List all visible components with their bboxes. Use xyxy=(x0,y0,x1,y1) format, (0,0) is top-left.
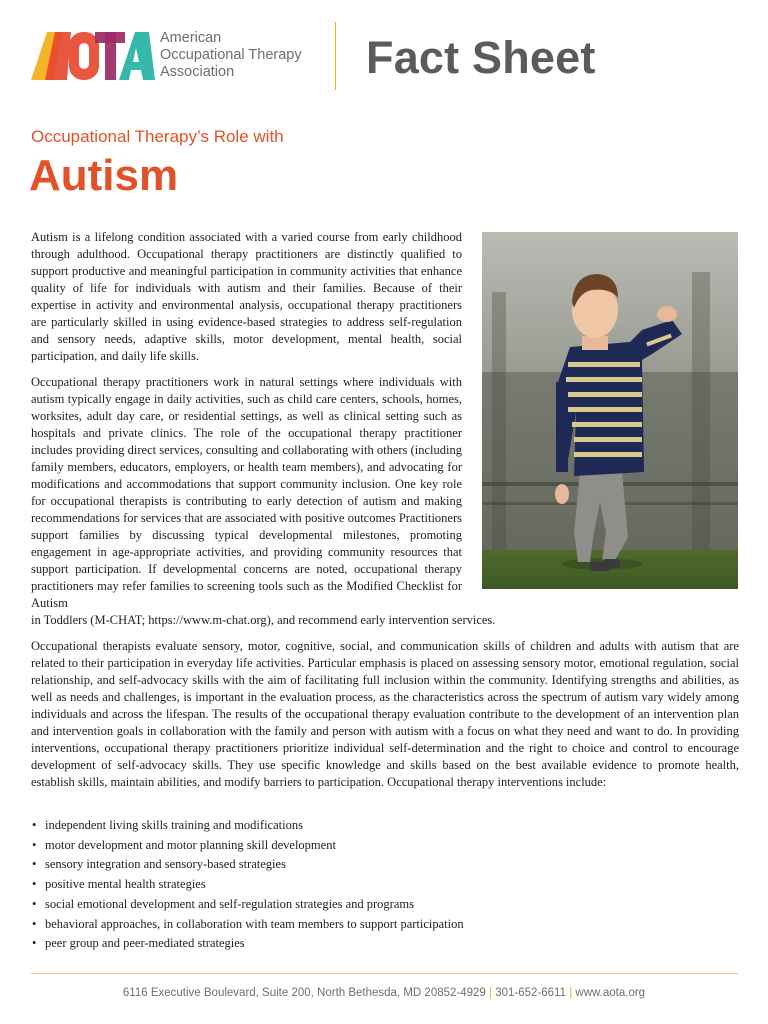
org-name xyxy=(160,30,302,81)
page-subtitle: Occupational Therapy’s Role with xyxy=(31,127,284,146)
footer-address: 6116 Executive Boulevard, Suite 200, North Bethesda, MD 20852-4929 xyxy=(122,987,486,999)
paragraph-settings: Occupational therapy practitioners work in natural settings where individuals with autism typically engage in daily activities, such as child care centers, schools, homes, worksites, adult day care, or residential settings, as well as clinical setting such as hospitals and private clinics. The role of the occupational therapy practitioner includes providing direct services, consulting and collaborating with others (including family members, educators, employers, or health team members), and advocating for modifications and accommodations that support community inclusion. One key role for occupational therapists is contributing to early detection of autism and making recommendations for services that are associated with positive outcomes Practitioners support families by discussing typical developmental milestones, promoting engagement in age-appropriate activities, and providing community resources that support participation. If developmental concerns are noted, occupational therapy practitioners may refer families to screening tools such as the Modified Checklist for Autism xyxy=(31,375,462,610)
footer-separator: | xyxy=(489,987,493,999)
interventions-list xyxy=(31,816,739,954)
footer-phone: 301-652-6611 xyxy=(495,987,566,999)
list-item: • behavioral approaches, in collaboration with team members to support participation xyxy=(31,915,739,935)
aota-logo-icon xyxy=(31,30,155,82)
paragraph-settings-tail: in Toddlers (M-CHAT; https://www.m-chat.org), and recommend early intervention services. xyxy=(31,613,496,627)
paragraph-intro: Autism is a lifelong condition associated with a varied course from early childhood through adulthood. Occupational therapy practitioners are distinctly qualified to support productive and meaningful participation in community activities that enhance quality of life for individuals with autism and their families. Because of their expertise in activity and environmental analysis, occupational therapy practitioners are particularly skilled in using evidence-based strategies to address self-regulation and sensory needs, adaptive skills, motor development, mental health, social participation, and daily life skills. xyxy=(31,230,462,363)
org-name-line: Association xyxy=(160,64,235,80)
boy-photo xyxy=(482,232,738,589)
footer-separator: | xyxy=(569,987,573,999)
footer-website-link[interactable]: www.aota.org xyxy=(575,987,646,999)
list-item: • motor development and motor planning skill development xyxy=(31,836,739,856)
list-item: • social emotional development and self-regulation strategies and programs xyxy=(31,895,739,915)
footer-contact xyxy=(0,987,768,999)
boy-in-striped-shirt-photo-icon xyxy=(482,232,738,589)
paragraph-evaluation: Occupational therapists evaluate sensory, motor, cognitive, social, and communication skills of children and adults with autism that are related to their participation in everyday life activities. Particular emphasis is placed on assessing sensory motor, emotional regulation, social relationship, and self-advocacy skills with the aim of facilitating full inclusion within the community. Identifying strengths and abilities, as well as needs and challenges, is important in the evaluation process, as the characteristics across the spectrum of autism vary widely among individuals and across the lifespan. The results of the occupational therapy evaluation contribute to the development of an intervention plan and intervention goals in collaboration with the family and person with autism with a focus on what they need and want to do. In providing interventions, occupational therapy practitioners prioritize individual self-determination and the right to choice and control to encourage development of self-advocacy skills. They use specific knowledge and skills based on the best available evidence to promote health, establish skills, maintain abilities, and modify barriers to participation. Occupational therapy interventions include: xyxy=(31,639,739,789)
list-item: • sensory integration and sensory-based strategies xyxy=(31,855,739,875)
footer-rule xyxy=(31,973,738,974)
header-divider xyxy=(335,22,336,90)
aota-logo xyxy=(31,30,155,82)
org-name-line: Occupational Therapy xyxy=(160,47,302,63)
list-item: • peer group and peer-mediated strategies xyxy=(31,934,739,954)
org-name-line: American xyxy=(160,30,222,46)
list-item: • independent living skills training and modifications xyxy=(31,816,739,836)
doc-type-heading: Fact Sheet xyxy=(366,32,596,83)
list-item: • positive mental health strategies xyxy=(31,875,739,895)
page-title: Autism xyxy=(29,151,179,200)
